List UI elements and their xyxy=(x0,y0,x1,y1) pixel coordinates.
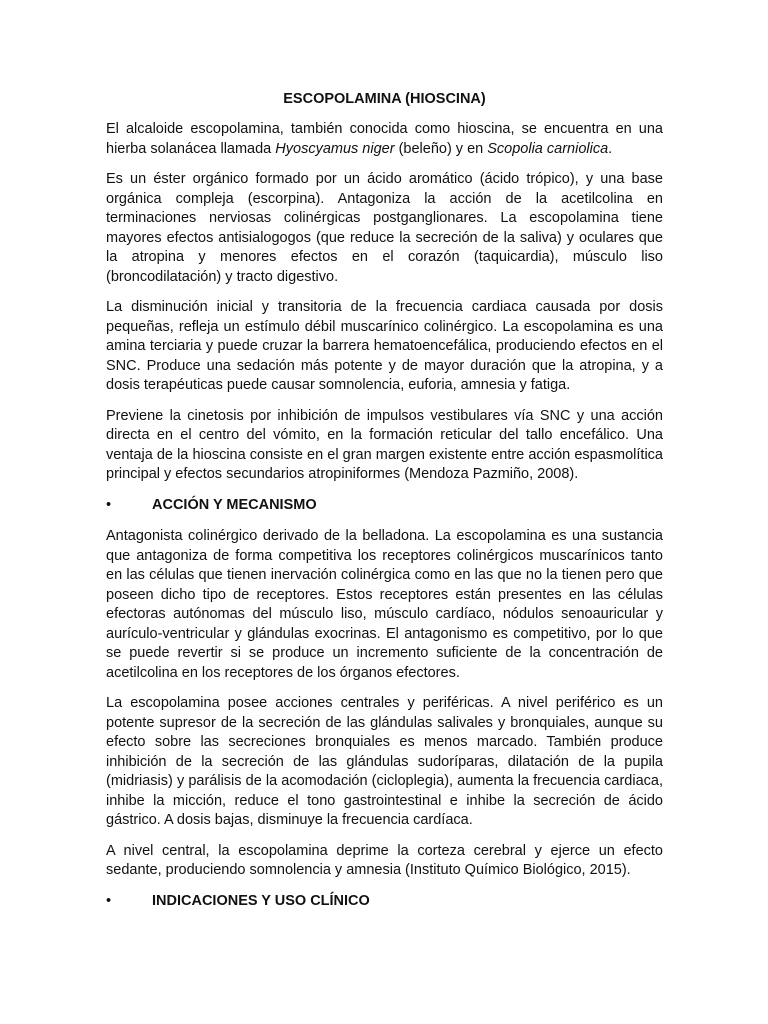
document-title: ESCOPOLAMINA (HIOSCINA) xyxy=(283,91,486,107)
section-heading-indications xyxy=(106,892,663,912)
species-name-hyoscyamus: Hyoscyamus niger xyxy=(275,140,395,157)
paragraph-intro-text-2: (beleño) y en xyxy=(394,140,488,157)
paragraph-central: A nivel central, la escopolamina deprime la corteza cerebral y ejerce un efecto sedante, produciendo somnolencia y amnesia (Instituto Químico Biológico, 2015). xyxy=(106,842,663,878)
bullet-icon: • xyxy=(106,892,112,909)
paragraph-antagonist: Antagonista colinérgico derivado de la belladona. La escopolamina es una sustancia que antagoniza de forma competitiva los receptores colinérgicos muscarínicos tanto en las células que tienen inervación colinérgica como en las que no la tienen pero que poseen dicho tipo de receptores. Estos receptores están presentes en las células efectoras autónomas del músculo liso, músculo cardíaco, nódulos senoauricular y aurículo-ventricular y glándulas exocrinas. El antagonismo es competitivo, por lo que se puede revertir si se produce un incremento suficiente de la concentración de acetilcolina en los receptores de los órganos efectores. xyxy=(106,528,663,681)
bullet-icon: • xyxy=(106,496,112,513)
paragraph-intro-end: . xyxy=(608,140,613,157)
paragraph-ester: Es un éster orgánico formado por un ácido aromático (ácido trópico), y una base orgánica compleja (escorpina). Antagoniza la acción de la acetilcolina en terminaciones nerviosas colinérgicas postganglionares. La escopolamina tiene mayores efectos antisialogogos (que reduce la secreción de la saliva) y oculares que la atropina y menores efectos en el corazón (taquicardia), músculo liso (broncodilatación) y tracto digestivo. xyxy=(106,171,663,285)
paragraph-peripheral: La escopolamina posee acciones centrales y periféricas. A nivel periférico es un potente supresor de la secreción de las glándulas salivales y bronquiales, aunque su efecto sobre las secreciones bronquiales es menos marcado. También produce inhibición de la secreción de las glándulas sudoríparas, dilatación de la pupila (midriasis) y parálisis de la acomodación (cicloplegia), aumenta la frecuencia cardiaca, inhibe la micción, reduce el tono gastrointestinal e inhibe la secreción de ácido gástrico. A dosis bajas, disminuye la frecuencia cardíaca. xyxy=(106,695,663,828)
section-heading-action-label: ACCIÓN Y MECANISMO xyxy=(152,496,317,513)
paragraph-intro-text: El alcaloide escopolamina, también conocida como hioscina, se encuentra en una hierba solanácea llamada xyxy=(106,121,663,157)
paragraph-heart-rate: La disminución inicial y transitoria de la frecuencia cardiaca causada por dosis pequeñas, refleja un estímulo débil muscarínico colinérgico. La escopolamina es una amina terciaria y puede cruzar la barrera hematoencefálica, produciendo efectos en el SNC. Produce una sedación más potente y de mayor duración que la atropina, y a dosis terapéuticas puede causar somnolencia, euforia, amnesia y fatiga. xyxy=(106,299,663,393)
species-name-scopolia: Scopolia carniolica xyxy=(487,140,609,157)
document-page xyxy=(106,90,663,923)
paragraph-intro xyxy=(106,120,663,159)
paragraph-kinetosis: Previene la cinetosis por inhibición de impulsos vestibulares vía SNC y una acción directa en el centro del vómito, en la formación reticular del tallo encefálico. Una ventaja de la hioscina consiste en el gran margen existente entre acción espasmolítica principal y efectos secundarios atropiniformes (Mendoza Pazmiño, 2008). xyxy=(106,407,663,482)
section-heading-action xyxy=(106,496,663,516)
section-heading-indications-label: INDICACIONES Y USO CLÍNICO xyxy=(152,892,370,909)
